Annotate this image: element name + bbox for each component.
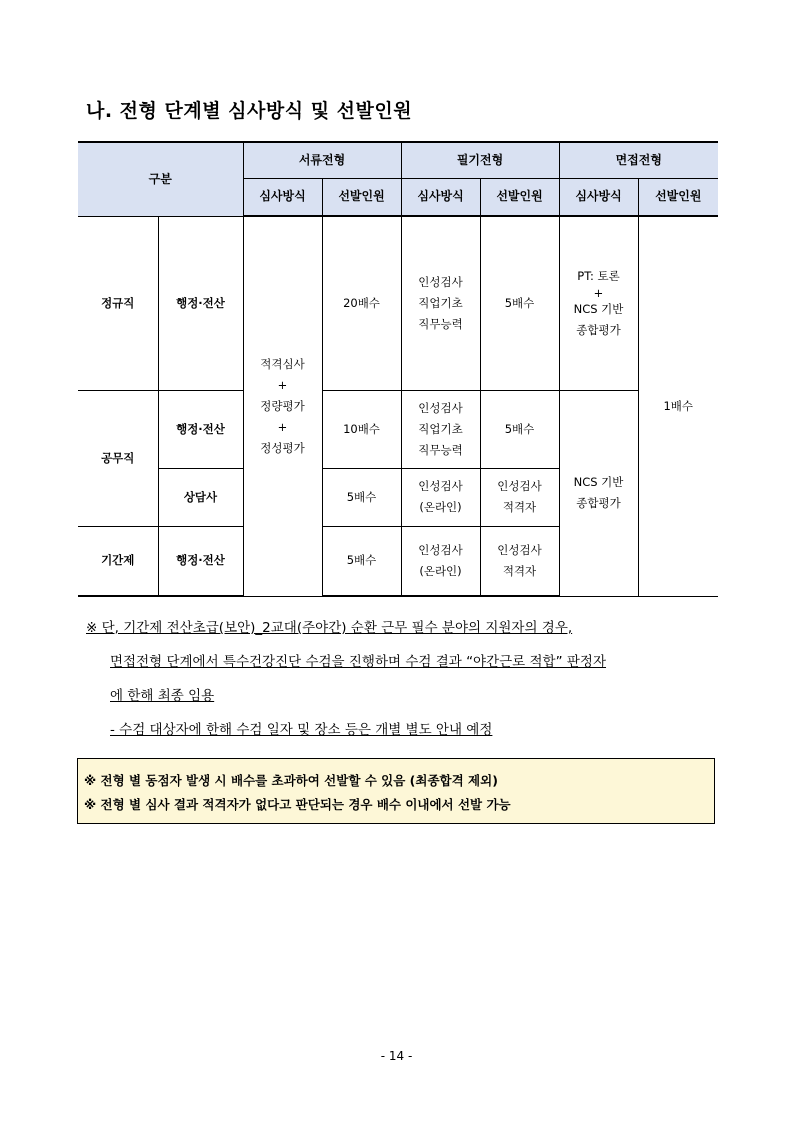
doc-method-cell xyxy=(243,216,322,596)
note-line-4: - 수검 대상자에 한해 수검 일자 및 장소 등은 개별 별도 안내 예정 xyxy=(110,722,493,738)
written-method-line: (온라인) xyxy=(419,563,462,578)
written-count-line: 적격자 xyxy=(502,563,537,578)
doc-count-contract: 5배수 xyxy=(322,526,401,596)
section-heading: 나. 전형 단계별 심사방식 및 선발인원 xyxy=(86,100,413,122)
written-method-line: 직업기초 xyxy=(418,421,463,436)
written-method-contract xyxy=(401,526,480,596)
interview-method-line: NCS 기반 xyxy=(573,301,624,316)
written-method-counselor xyxy=(401,468,480,526)
notice-box xyxy=(77,758,715,824)
subheader-interview-method: 심사방식 xyxy=(559,178,638,216)
written-method-line: 직무능력 xyxy=(418,442,463,457)
subheader-interview-count: 선발인원 xyxy=(638,178,718,216)
doc-method-line: + xyxy=(277,419,288,434)
written-count-public-admin: 5배수 xyxy=(480,390,559,468)
field-counselor: 상담사 xyxy=(158,468,243,526)
written-method-line: 인성검사 xyxy=(418,274,463,289)
written-count-counselor xyxy=(480,468,559,526)
interview-method-regular xyxy=(559,216,638,390)
notice-line-2: ※ 전형 별 심사 결과 적격자가 없다고 판단되는 경우 배수 이내에서 선발 가능 xyxy=(84,797,511,812)
notice-line-1: ※ 전형 별 동점자 발생 시 배수를 초과하여 선발할 수 있음 (최종합격 제외) xyxy=(84,773,498,788)
header-interview-stage: 면접전형 xyxy=(559,142,718,178)
written-method-line: 직무능력 xyxy=(418,316,463,331)
subheader-written-count: 선발인원 xyxy=(480,178,559,216)
note-line-3: 에 한해 최종 임용 xyxy=(110,688,215,704)
written-method-line: (온라인) xyxy=(419,500,462,514)
doc-method-line: 정성평가 xyxy=(260,440,305,455)
header-written-stage: 필기전형 xyxy=(401,142,559,178)
interview-method-line: NCS 기반 xyxy=(573,475,624,489)
doc-count-counselor: 5배수 xyxy=(322,468,401,526)
doc-count-regular: 20배수 xyxy=(322,216,401,390)
written-method-public-admin xyxy=(401,390,480,468)
header-category: 구분 xyxy=(78,142,243,216)
subheader-written-method: 심사방식 xyxy=(401,178,480,216)
selection-table xyxy=(78,141,718,597)
field-admin-it-regular: 행정·전산 xyxy=(158,216,243,390)
interview-method-line: PT: 토론 xyxy=(577,268,620,283)
doc-method-line: 정량평가 xyxy=(260,398,305,413)
written-method-regular xyxy=(401,216,480,390)
written-count-contract xyxy=(480,526,559,596)
written-count-line: 인성검사 xyxy=(497,542,542,557)
field-admin-it-public: 행정·전산 xyxy=(158,390,243,468)
written-count-regular: 5배수 xyxy=(480,216,559,390)
written-count-line: 인성검사 xyxy=(497,479,542,493)
page-number: - 14 - xyxy=(380,1049,413,1063)
written-method-line: 인성검사 xyxy=(418,542,463,557)
interview-method-line: + xyxy=(593,285,604,300)
group-public: 공무직 xyxy=(78,390,158,526)
doc-method-line: + xyxy=(277,377,288,392)
field-admin-it-contract: 행정·전산 xyxy=(158,526,243,596)
written-method-line: 인성검사 xyxy=(418,400,463,415)
note-line-1: ※ 단, 기간제 전산초급(보안)_2교대(주야간) 순환 근무 필수 분야의 지원자의 경우, xyxy=(86,620,573,636)
interview-method-line: 종합평가 xyxy=(576,496,621,510)
header-document-stage: 서류전형 xyxy=(243,142,401,178)
note-line-2: 면접전형 단계에서 특수건강진단 수검을 진행하며 수검 결과 “야간근로 적합” 판정자 xyxy=(110,654,607,670)
doc-count-public-admin: 10배수 xyxy=(322,390,401,468)
interview-method-line: 종합평가 xyxy=(576,322,621,337)
interview-method-public-contract xyxy=(559,390,638,596)
interview-count-cell: 1배수 xyxy=(638,216,718,596)
written-method-line: 직업기초 xyxy=(418,295,463,310)
doc-method-line: 적격심사 xyxy=(260,356,305,371)
written-method-line: 인성검사 xyxy=(418,479,463,493)
written-count-line: 적격자 xyxy=(502,500,537,514)
subheader-doc-count: 선발인원 xyxy=(322,178,401,216)
group-contract: 기간제 xyxy=(78,526,158,596)
subheader-doc-method: 심사방식 xyxy=(243,178,322,216)
group-regular: 정규직 xyxy=(78,216,158,390)
